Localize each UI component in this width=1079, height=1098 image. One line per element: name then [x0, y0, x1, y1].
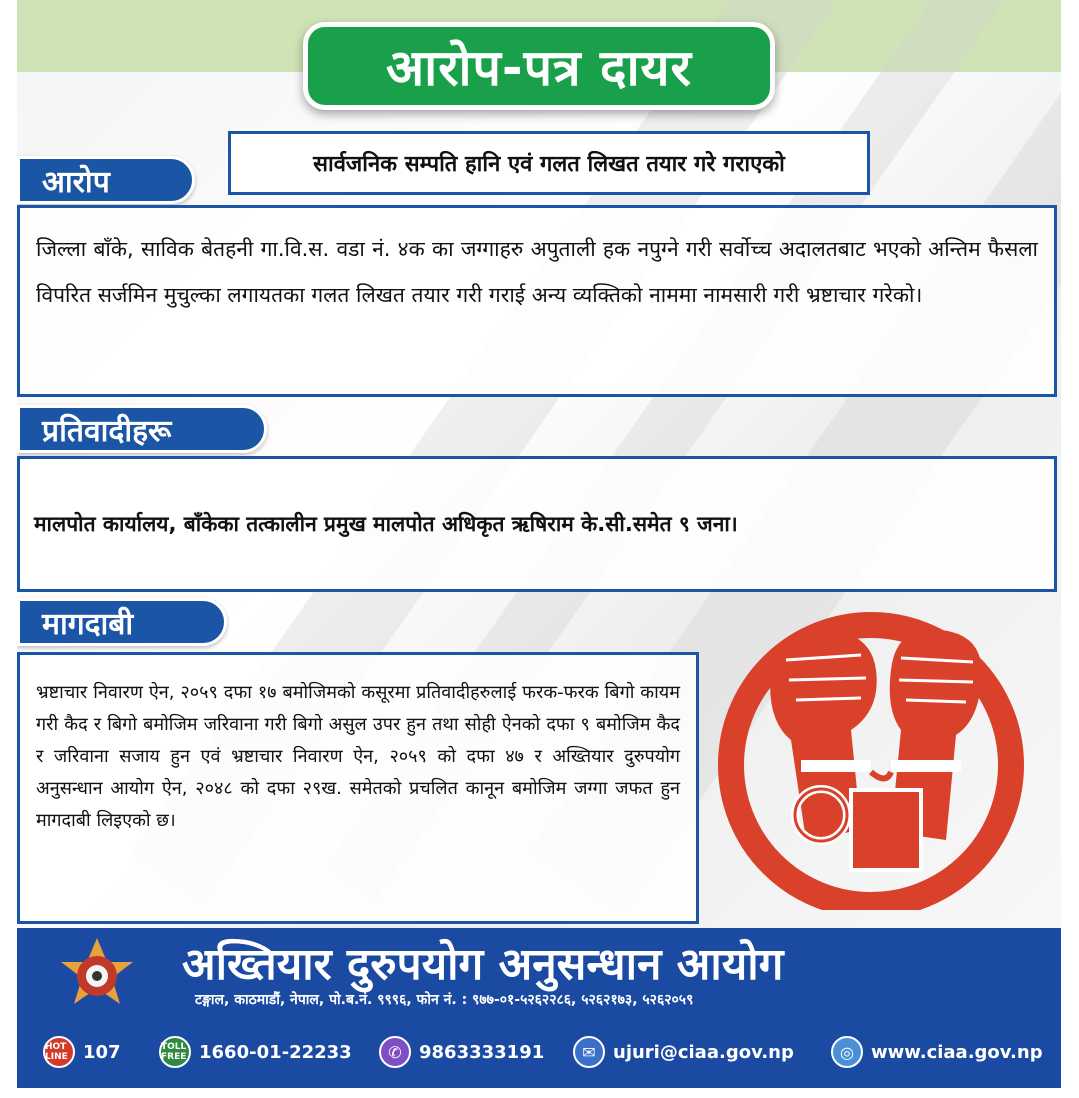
charge-subtitle-box [228, 131, 870, 195]
viber-icon: ✆ [379, 1036, 411, 1068]
contact-email[interactable] [573, 1034, 794, 1070]
contact-hotline[interactable] [43, 1034, 121, 1070]
email-icon: ✉ [573, 1036, 605, 1068]
title-banner [303, 22, 775, 110]
defendants-panel [17, 456, 1057, 592]
section-tab-charge [17, 156, 195, 204]
section-tab-demand [17, 598, 227, 646]
charge-text: जिल्ला बाँके, साविक बेतहनी गा.वि.स. वडा नं. ४क का जग्गाहरु अपुताली हक नपुग्ने गरी सर्वोच्च अदालतबाट भएको अन्तिम फैसला विपरित सर्जमिन मुचुल्का लगायतका गलत लिखत तयार गरी गराई अन्य व्यक्तिको नाममा नामसारी गरी भ्रष्टाचार गरेको। [36, 237, 1038, 307]
email-address: ujuri@ciaa.gov.np [613, 1041, 794, 1063]
demand-text: भ्रष्टाचार निवारण ऐन, २०५९ दफा १७ बमोजिमको कसूरमा प्रतिवादीहरुलाई फरक-फरक बिगो कायम गरी कैद र बिगो बमोजिम जरिवाना गरी बिगो असुल उपर हुन तथा सोही ऐनको दफा ९ बमोजिम कैद र जरिवाना सजाय हुन एवं भ्रष्टाचार निवारण ऐन, २०५९ को दफा ४७ र अख्तियार दुरुपयोग अनुसन्धान आयोग ऐन, २०४८ को दफा २९ख. समेतको प्रचलित कानून बमोजिम जग्गा जफत हुन मागदाबी लिइएको छ। [36, 682, 680, 831]
organization-address: टङ्गाल, काठमाडौं, नेपाल, पो.ब.नं. ९९९६, फोन नं. : ९७७-०१-५२६२२८६, ५२६२१७३, ५२६२०५९ [195, 992, 694, 1008]
hotline-number: 107 [83, 1041, 121, 1063]
poster [17, 0, 1061, 1088]
website-url: www.ciaa.gov.np [871, 1041, 1043, 1063]
section-tab-label: मागदाबी [42, 606, 134, 642]
globe-icon: ◎ [831, 1036, 863, 1068]
contact-viber[interactable] [379, 1034, 544, 1070]
footer [17, 928, 1061, 1088]
contact-website[interactable] [831, 1034, 1043, 1070]
defendants-text: मालपोत कार्यालय, बाँकेका तत्कालीन प्रमुख मालपोत अधिकृत ऋषिराम के.सी.समेत ९ जना। [34, 512, 738, 536]
section-tab-label: आरोप [42, 164, 110, 200]
viber-number: 9863333191 [419, 1041, 545, 1063]
handcuffed-fists-icon [711, 600, 1031, 910]
page-title: आरोप-पत्र दायर [385, 39, 692, 97]
toll-free-icon: TOLL FREE [159, 1036, 191, 1068]
organization-name: अख्तियार दुरुपयोग अनुसन्धान आयोग [182, 939, 784, 990]
ciaa-logo-icon [57, 936, 137, 1016]
section-tab-defendants [17, 405, 267, 453]
charge-subtitle: सार्वजनिक सम्पति हानि एवं गलत लिखत तयार गरे गराएको [313, 152, 785, 177]
contact-toll-free[interactable] [159, 1034, 352, 1070]
section-tab-label: प्रतिवादीहरू [42, 413, 172, 449]
demand-panel [17, 652, 699, 924]
hotline-icon: HOT LINE [43, 1036, 75, 1068]
charge-panel [17, 205, 1057, 397]
toll-free-number: 1660-01-22233 [199, 1041, 352, 1063]
